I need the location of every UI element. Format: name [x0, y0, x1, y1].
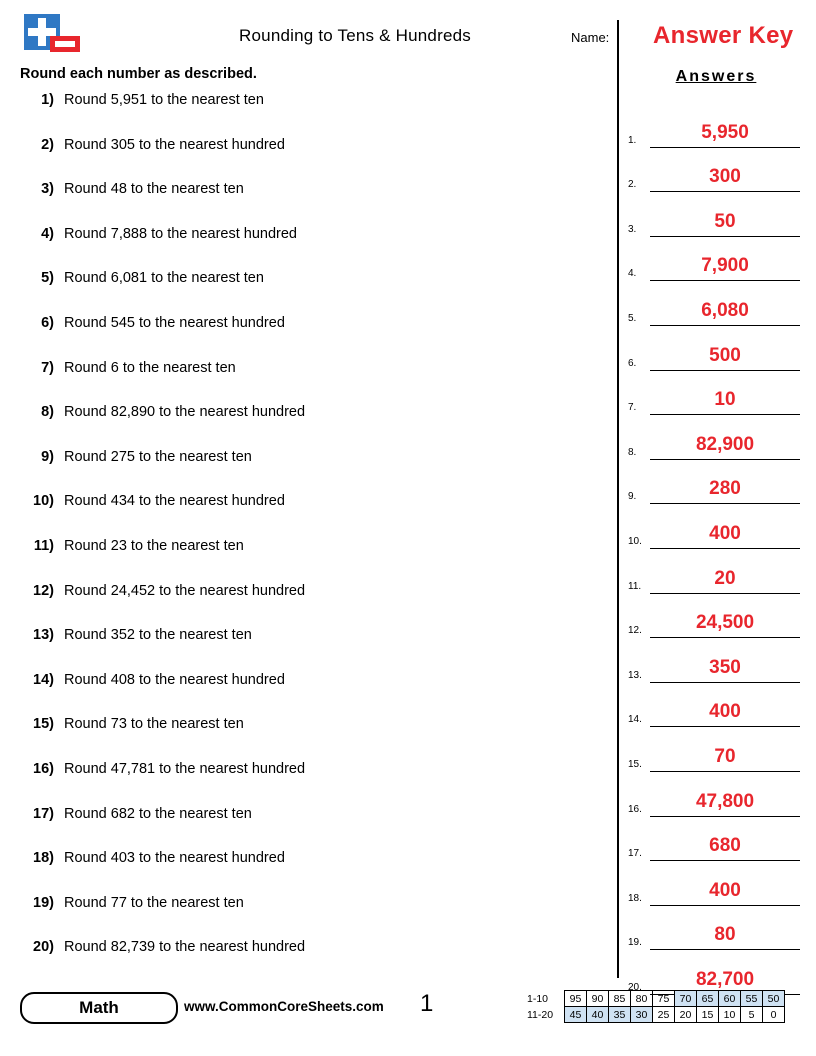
answer-line: [650, 681, 800, 683]
answer-value: 47,800: [695, 790, 755, 812]
question-number: 5): [41, 270, 54, 287]
answer-row: [628, 505, 800, 550]
answer-line: [650, 770, 800, 772]
question-row: [20, 181, 600, 226]
question-row: [20, 583, 600, 628]
answer-line: [650, 369, 800, 371]
answer-number: 16.: [628, 803, 642, 815]
question-text: Round 545 to the nearest hundred: [64, 314, 285, 331]
question-text: Round 352 to the nearest ten: [64, 627, 252, 644]
question-number: 17): [33, 805, 54, 822]
answer-row: [628, 238, 800, 283]
answer-value: 5,950: [701, 121, 749, 143]
score-cell: 45: [565, 1007, 587, 1023]
question-text: Round 82,890 to the nearest hundred: [64, 404, 306, 421]
answer-line: [650, 458, 800, 460]
answer-row: [628, 416, 800, 461]
score-range-label: 11-20: [527, 1008, 554, 1021]
question-number: 3): [41, 181, 54, 198]
answer-value: 6,080: [701, 299, 749, 321]
question-number: 11): [33, 537, 54, 554]
answer-key-label: Answer Key: [653, 22, 794, 49]
answer-row: [628, 193, 800, 238]
question-number: 1): [41, 92, 54, 108]
answer-number: 4.: [628, 268, 637, 280]
page-number: 1: [420, 990, 434, 1017]
answer-row: [628, 862, 800, 907]
worksheet-header: [20, 14, 796, 58]
answer-row: [628, 282, 800, 327]
question-text: Round 408 to the nearest hundred: [64, 671, 285, 688]
score-cell: 50: [763, 991, 785, 1007]
answer-value: 300: [709, 166, 741, 188]
question-number: 10): [33, 493, 54, 510]
worksheet-footer: [0, 990, 816, 1056]
answer-number: 5.: [628, 312, 637, 324]
question-text: Round 47,781 to the nearest hundred: [64, 760, 306, 777]
score-cell: 40: [587, 1007, 609, 1023]
plus-minus-logo-icon: [20, 14, 82, 54]
question-text: Round 48 to the nearest ten: [64, 181, 244, 198]
answer-number: 20.: [628, 981, 642, 993]
score-cell: 75: [653, 991, 675, 1007]
score-range-label: 1-10: [527, 992, 549, 1005]
question-row: [20, 939, 600, 984]
answer-number: 6.: [628, 357, 637, 369]
score-cell: 35: [609, 1007, 631, 1023]
question-row: [20, 895, 600, 940]
score-cell: 20: [675, 1007, 697, 1023]
answer-line: [650, 636, 800, 638]
answers-list: [628, 104, 800, 996]
answer-number: 1.: [628, 134, 637, 146]
answer-row: [628, 639, 800, 684]
answer-row: [628, 728, 800, 773]
answer-value: 80: [714, 924, 736, 946]
answer-line: [650, 815, 800, 817]
question-row: [20, 761, 600, 806]
answer-row: [628, 372, 800, 417]
answer-number: 2.: [628, 179, 637, 191]
score-cell: 85: [609, 991, 631, 1007]
answer-value: 280: [709, 478, 741, 500]
question-text: Round 275 to the nearest ten: [64, 448, 252, 465]
name-label: Name:: [571, 30, 610, 45]
answer-value: 20: [714, 567, 736, 589]
answer-value: 70: [714, 745, 736, 767]
question-number: 2): [41, 136, 54, 153]
answer-line: [650, 904, 800, 906]
question-row: [20, 137, 600, 182]
answer-line: [650, 547, 800, 549]
answer-line: [650, 502, 800, 504]
question-row: [20, 360, 600, 405]
question-text: Round 23 to the nearest ten: [64, 537, 244, 554]
question-text: Round 6 to the nearest ten: [64, 359, 236, 376]
answer-row: [628, 149, 800, 194]
question-text: Round 6,081 to the nearest ten: [64, 270, 264, 287]
answer-row: [628, 773, 800, 818]
question-text: Round 682 to the nearest ten: [64, 805, 252, 822]
answer-line: [650, 592, 800, 594]
question-row: [20, 226, 600, 271]
answers-heading: Answers: [675, 68, 757, 85]
answer-number: 9.: [628, 491, 637, 503]
answer-value: 7,900: [701, 255, 749, 277]
answer-number: 13.: [628, 669, 642, 681]
score-cell: 55: [741, 991, 763, 1007]
answer-row: [628, 104, 800, 149]
answer-line: [650, 146, 800, 148]
answer-row: [628, 684, 800, 729]
score-cell: 5: [741, 1007, 763, 1023]
score-row-1: [527, 991, 785, 1007]
answer-line: [650, 235, 800, 237]
answer-number: 15.: [628, 758, 642, 770]
question-text: Round 82,739 to the nearest hundred: [64, 939, 306, 956]
score-cell: 10: [719, 1007, 741, 1023]
question-number: 16): [33, 760, 54, 777]
question-text: Round 305 to the nearest hundred: [64, 136, 285, 153]
answer-value: 82,900: [695, 433, 755, 455]
question-text: Round 403 to the nearest hundred: [64, 850, 285, 867]
question-number: 9): [41, 448, 54, 465]
subject-badge: Math: [20, 992, 178, 1024]
question-number: 4): [41, 225, 54, 242]
page-title: Rounding to Tens & Hundreds: [239, 26, 471, 45]
score-table: [527, 990, 785, 1023]
score-cell: 95: [565, 991, 587, 1007]
answer-value: 10: [714, 389, 736, 411]
question-number: 20): [33, 939, 54, 956]
answer-number: 3.: [628, 223, 637, 235]
score-cell: 25: [653, 1007, 675, 1023]
answer-row: [628, 461, 800, 506]
question-text: Round 5,951 to the nearest ten: [64, 92, 264, 108]
question-row: [20, 850, 600, 895]
question-number: 7): [41, 359, 54, 376]
score-cell: 0: [763, 1007, 785, 1023]
answer-number: 8.: [628, 446, 637, 458]
answer-value: 82,700: [695, 968, 755, 990]
answer-line: [650, 413, 800, 415]
score-row-2: [527, 1007, 785, 1023]
answer-value: 680: [709, 835, 741, 857]
question-number: 14): [33, 671, 54, 688]
question-row: [20, 493, 600, 538]
answer-value: 400: [709, 701, 741, 723]
minus-shape-icon: [50, 36, 80, 52]
answer-value: 24,500: [695, 612, 755, 634]
question-row: [20, 627, 600, 672]
answer-number: 7.: [628, 402, 637, 414]
question-row: [20, 92, 600, 137]
score-cell: 60: [719, 991, 741, 1007]
column-divider: [617, 20, 619, 978]
answer-row: [628, 907, 800, 952]
score-cell: 30: [631, 1007, 653, 1023]
question-row: [20, 404, 600, 449]
score-cell: 70: [675, 991, 697, 1007]
question-number: 13): [33, 627, 54, 644]
answer-number: 17.: [628, 848, 642, 860]
answer-number: 11.: [628, 580, 642, 592]
score-cell: 15: [697, 1007, 719, 1023]
answer-line: [650, 324, 800, 326]
answer-row: [628, 595, 800, 640]
answer-line: [650, 190, 800, 192]
answer-number: 14.: [628, 714, 642, 726]
question-number: 6): [41, 314, 54, 331]
question-text: Round 434 to the nearest hundred: [64, 493, 285, 510]
question-row: [20, 672, 600, 717]
answer-value: 500: [709, 344, 741, 366]
question-text: Round 73 to the nearest ten: [64, 716, 244, 733]
score-cell: 65: [697, 991, 719, 1007]
answer-number: 10.: [628, 535, 642, 547]
question-text: Round 24,452 to the nearest hundred: [64, 582, 306, 599]
answer-row: [628, 327, 800, 372]
question-row: [20, 538, 600, 583]
answer-line: [650, 725, 800, 727]
answer-value: 400: [709, 879, 741, 901]
answer-number: 12.: [628, 625, 642, 637]
answer-row: [628, 550, 800, 595]
answer-value: 400: [709, 522, 741, 544]
answer-row: [628, 818, 800, 863]
question-row: [20, 449, 600, 494]
question-row: [20, 270, 600, 315]
answer-value: 350: [709, 656, 741, 678]
question-number: 19): [33, 894, 54, 911]
question-text: Round 77 to the nearest ten: [64, 894, 244, 911]
question-text: Round 7,888 to the nearest hundred: [64, 225, 297, 242]
question-number: 18): [33, 850, 54, 867]
answer-line: [650, 948, 800, 950]
score-cell: 80: [631, 991, 653, 1007]
answer-number: 19.: [628, 937, 642, 949]
score-cell: 90: [587, 991, 609, 1007]
instructions-text: Round each number as described.: [20, 66, 257, 82]
answer-line: [650, 859, 800, 861]
question-number: 15): [33, 716, 54, 733]
website-url: www.CommonCoreSheets.com: [184, 999, 384, 1014]
answer-line: [650, 279, 800, 281]
question-row: [20, 315, 600, 360]
question-number: 8): [41, 404, 54, 421]
answer-value: 50: [714, 210, 736, 232]
question-number: 12): [33, 582, 54, 599]
question-row: [20, 806, 600, 851]
question-row: [20, 716, 600, 761]
answer-number: 18.: [628, 892, 642, 904]
questions-list: [20, 92, 600, 984]
